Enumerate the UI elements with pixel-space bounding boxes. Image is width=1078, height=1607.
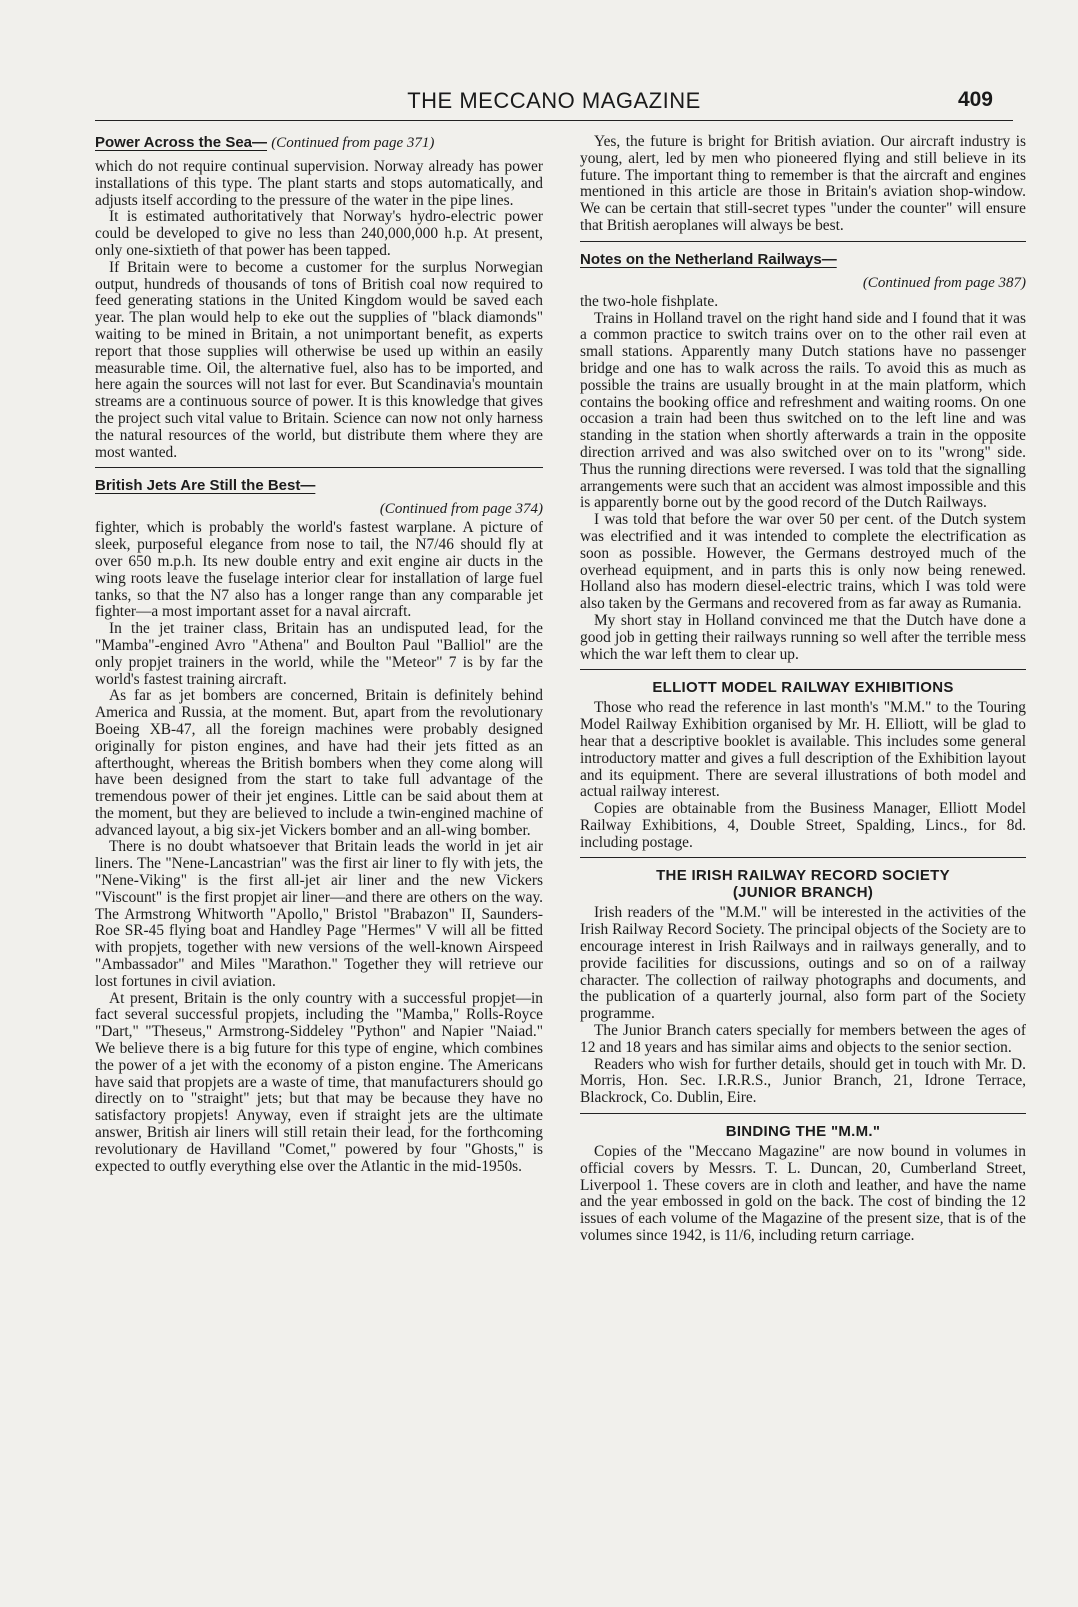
power-paragraph: It is estimated authoritatively that Norway's hydro-electric power could be developed to give no less than 240,000,000 h.p. At present, only one-sixtieth of that power has been tapped. — [95, 208, 543, 259]
masthead — [95, 86, 1013, 121]
netherland-paragraph: the two-hole fishplate. — [580, 292, 719, 310]
jets-continued: (Continued from page 374) — [379, 501, 543, 518]
elliott-paragraph: Copies are obtainable from the Business Manager, Elliott Model Railway Exhibitions, 4, Double Street, Spalding, Lincs., for 8d. including postage. — [580, 800, 1026, 851]
elliott-paragraph: Those who read the reference in last month's "M.M." to the Touring Model Railway Exhibition organised by Mr. H. Elliott, will be glad to hear that a descriptive booklet is available. This includes some general introductory matter and gives a full description of the Exhibition layout and its equipment. There are several illustrations of both model and actual railway interest. — [580, 699, 1026, 801]
jets-paragraph: In the jet trainer class, Britain has an undisputed lead, for the "Mamba"-engined Avro "Athena" and Boulton Paul "Balliol" are the only propjet trainers in the world, while the "Meteor" 7 is by far the world's fastest training aircraft. — [95, 620, 543, 688]
jets-paragraph: There is no doubt whatsoever that Britain leads the world in jet air liners. The "Nene-Lancastrian" was the first air liner to fly with jets, the "Nene-Viking" is the first all-jet air liner and the new Vickers "Viscount" is the first propjet air liner—and there are others on the way. The Armstrong Whitworth "Apollo," Bristol "Brabazon" II, Saunders-Roe SR-45 flying boat and Handley Page "Hermes" V will all be fitted with propjets, together with new versions of the well-known Airspeed "Ambassador" and Miles "Marathon." Together they will retrieve our lost fortunes in civil aviation. — [95, 838, 543, 990]
jets-heading-title: British Jets Are Still the Best— — [95, 477, 316, 495]
divider — [580, 857, 1026, 858]
jets-heading — [95, 477, 543, 494]
magazine-title: THE MECCANO MAGAZINE — [407, 88, 701, 113]
irish-paragraph: Irish readers of the "M.M." will be interested in the activities of the Irish Railway Record Society. The principal objects of the Society are to encourage interest in Irish Railways and in railways generally, and to provide facilities for discussions, outings and so on of a railway character. The collection of railway photographs and documents, and the publication of a quarterly journal, also form part of the Society programme. — [580, 904, 1026, 1023]
irish-heading-line-1: THE IRISH RAILWAY RECORD SOCIETY — [656, 867, 950, 885]
irish-paragraph: Readers who wish for further details, should get in touch with Mr. D. Morris, Hon. Sec. I.R.R.S., Junior Branch, 21, Idrone Terrace, Blackrock, Co. Dublin, Eire. — [580, 1055, 1026, 1107]
divider — [95, 467, 543, 468]
aviation-conclusion: Yes, the future is bright for British aviation. Our aircraft industry is young, alert, led by men who pioneered flying and still believe in its future. The important thing to remember is that the aircraft and engines mentioned in this article are those in Britain's aviation shop-window. We can be certain that still-secret types "under the counter" will ensure that British aeroplanes will always be best. — [580, 133, 1026, 234]
power-heading — [95, 134, 543, 152]
binding-heading: BINDING THE "M.M." — [725, 1123, 881, 1141]
irish-heading — [580, 867, 1026, 901]
divider — [580, 241, 1026, 242]
power-paragraph: which do not require continual supervision. Norway already has power installations of this type. The plant starts and stops automatically, and adjusts itself according to the pressure of the water in the pipe lines. — [95, 158, 543, 209]
netherland-paragraph: My short stay in Holland convinced me that the Dutch have done a good job in getting their railways running so well after the terrible mess which the war left them to clear up. — [580, 611, 1026, 663]
power-paragraph: If Britain were to become a customer for the surplus Norwegian output, hundreds of thousands of tons of British coal now required to feed generating stations in the United Kingdom would be saved each year. The plan would help to eke out the supplies of "black diamonds" waiting to be mined in Britain, a not unimportant benefit, as experts report that those supplies will otherwise be used up within an easily measurable time. Oil, the alternative fuel, also has to be imported, and here again the sources will not last for ever. But Scandinavia's mountain streams are a continuous source of power. It is this knowledge that gives the project such vital value to Britain. Science can now not only harness the natural resources of the world, but distribute them where they are most wanted. — [95, 258, 543, 461]
divider — [580, 669, 1026, 670]
jets-paragraph: At present, Britain is the only country with a successful propjet—in fact several successful propjets, including the "Mamba," Rolls-Royce "Dart," "Theseus," Armstrong-Siddeley "Python" and Napier "Naiad." We believe there is a big future for this type of engine, which combines the power of a jet with the economy of a piston engine. The Americans have said that propjets are a waste of time, that manufacturers should go directly on to "straight" jets; but that may be because they have no satisfactory propjets! Anyway, even if straight jets are the ultimate answer, British air liners will still retain their lead, for the forthcoming revolutionary de Havilland "Comet," powered by four "Ghosts," is expected to outfly everything else over the Atlantic in the mid-1950s. — [95, 989, 543, 1175]
jets-paragraph: fighter, which is probably the world's fastest warplane. A picture of sleek, purposeful elegance from nose to tail, the N7/46 should fly at over 650 m.p.h. Its new double entry and exit engine air ducts in the wing roots leave the fuselage interior clear for installation of large fuel tanks, so that the N7 also has a longer range than any comparable jet fighter—a most important asset for a naval aircraft. — [95, 519, 543, 621]
netherland-paragraph: Trains in Holland travel on the right hand side and I found that it was a common practice to switch trains over on to the other rail even at small stations. Apparently many Dutch stations have no passenger bridge and one has to walk across the rails. To avoid this as much as possible the trains are usually brought in at the main platform, which contains the booking office and refreshment and waiting rooms. On one occasion a train had been thus switched on to the left line and was standing in the station when shortly afterwards a train in the opposite direction arrived and was also switched over on to its "wrong" side. Thus the running directions were reversed. I was told that the signalling arrangements were such that an accident was almost impossible and this is apparently borne out by the good record of the Dutch Railways. — [580, 309, 1026, 512]
power-continued: (Continued from page 371) — [271, 135, 435, 151]
irish-heading-line-2: (JUNIOR BRANCH) — [732, 884, 874, 902]
irish-paragraph: The Junior Branch caters specially for members between the ages of 12 and 18 years and has similar aims and objects to the senior section. — [580, 1022, 1026, 1056]
divider — [580, 1113, 1026, 1114]
netherland-heading-title: Notes on the Netherland Railways— — [580, 250, 837, 268]
netherland-heading — [580, 251, 1026, 268]
jets-paragraph: As far as jet bombers are concerned, Britain is definitely behind America and Russia, at the moment. But, apart from the revolutionary Boeing XB-47, all the foreign machines were probably designed originally for piston engines, and have had their jets fitted as an afterthought, whereas the British bombers when they come along will have been designed from the start to take full advantage of the tremendous power of their jet engines. Little can be said about them at the moment, but they are believed to include a twin-engined machine of advanced layout, a big six-jet Vickers bomber and an all-wing bomber. — [95, 687, 543, 839]
binding-paragraph: Copies of the "Meccano Magazine" are now bound in volumes in official covers by Messrs. T. L. Duncan, 20, Cumberland Street, Liverpool 1. These covers are in cloth and leather, and have the name and the year embossed in gold on the back. The cost of binding the 12 issues of each volume of the Magazine of the present size, that is of the volumes since 1942, is 11/6, including return carriage. — [580, 1143, 1026, 1245]
page-number: 409 — [957, 88, 993, 111]
power-heading-title: Power Across the Sea— — [95, 134, 268, 151]
elliott-heading: ELLIOTT MODEL RAILWAY EXHIBITIONS — [652, 679, 954, 697]
netherland-paragraph: I was told that before the war over 50 per cent. of the Dutch system was electrified and it was intended to complete the electrification as soon as possible. However, the Germans destroyed much of the overhead equipment, and in parts this is only now being renewed. Holland also has modern diesel-electric trains, which I was told were also taken by the Germans and recovered from as far away as Rumania. — [580, 511, 1026, 613]
netherland-continued: (Continued from page 387) — [862, 274, 1026, 291]
right-column — [580, 134, 1026, 1245]
left-column — [95, 134, 543, 1175]
